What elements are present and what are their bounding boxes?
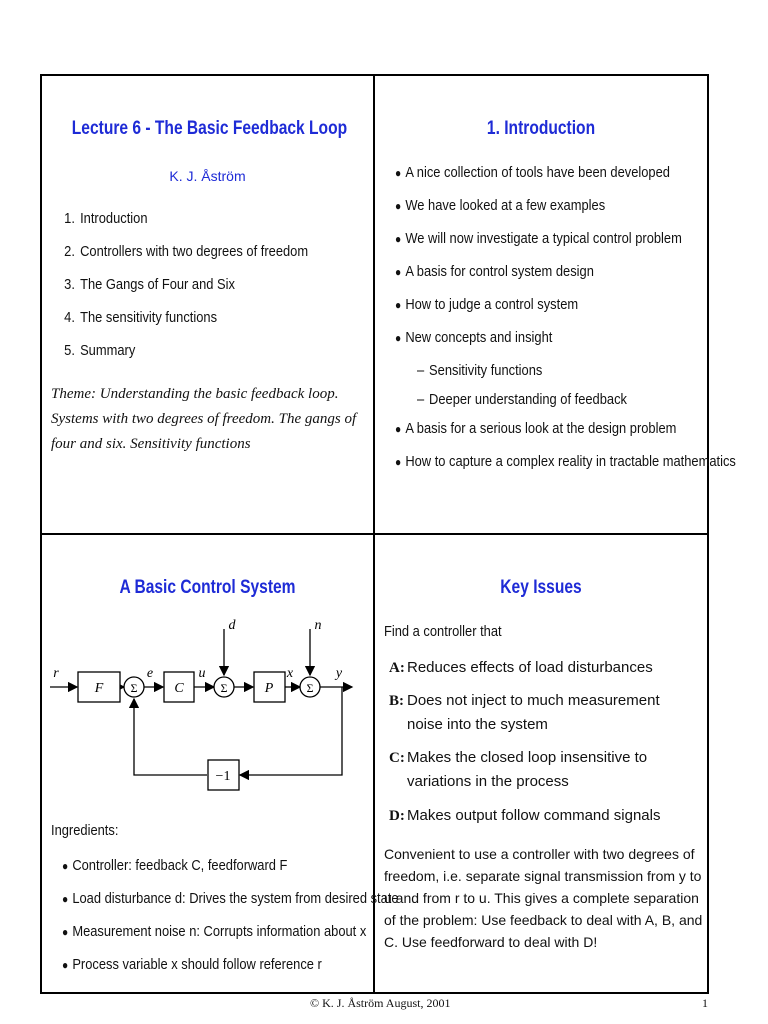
block-diagram <box>42 615 373 795</box>
list-item: ● Controller: feedback C, feedforward F <box>62 857 288 874</box>
issue-item-d: D: Makes output follow command signals <box>389 807 661 824</box>
signal-n: n <box>314 618 322 633</box>
block-c-label: C <box>174 681 184 696</box>
list-item: ● Load disturbance d: Drives the system from desired state <box>62 890 399 907</box>
list-item: ● A basis for control system design <box>395 263 594 280</box>
list-item: ● Measurement noise n: Corrupts information about x <box>62 923 367 940</box>
intro-text: Find a controller that <box>384 623 502 640</box>
list-item: 1. Introduction <box>64 210 148 227</box>
signal-d: d <box>228 618 236 633</box>
signal-x: x <box>286 666 294 681</box>
outline-list <box>56 210 349 375</box>
block-p-label: P <box>264 681 274 696</box>
theme-text: Theme: Understanding the basic feedback loop. Systems with two degrees of freedom. The gangs of four and six. Sensitivity functions <box>51 386 357 452</box>
block-neg-label: −1 <box>215 769 231 784</box>
issue-item-c: C: Makes the closed loop insensitive to variations in the process <box>389 749 648 790</box>
slide-key-issues <box>375 535 707 992</box>
block-f-label: F <box>94 681 104 696</box>
list-item: ● We have looked at a few examples <box>395 197 606 214</box>
issue-item-b: B: Does not inject to much measurement noise into the system <box>389 692 660 733</box>
author: K. J. Åström <box>169 168 246 184</box>
sub-list-item: – Sensitivity functions <box>417 362 543 379</box>
sum-3-label: Σ <box>306 681 314 695</box>
list-item: 5. Summary <box>64 342 136 359</box>
page-number: 1 <box>702 996 708 1010</box>
list-item: ● Process variable x should follow reference r <box>62 956 322 973</box>
signal-r: r <box>53 666 59 681</box>
copyright: © K. J. Åström August, 2001 <box>310 996 451 1010</box>
slide-title: Key Issues <box>500 577 582 598</box>
signal-e: e <box>146 666 154 681</box>
list-item: 3. The Gangs of Four and Six <box>64 276 235 293</box>
sub-list-item: – Deeper understanding of feedback <box>417 391 627 408</box>
slide-title: 1. Introduction <box>486 118 596 139</box>
list-item: ● We will now investigate a typical control problem <box>395 230 682 247</box>
slide-introduction <box>375 76 736 533</box>
list-item: ● A basis for a serious look at the design problem <box>395 420 677 437</box>
list-item: 2. Controllers with two degrees of freedom <box>64 243 309 260</box>
bullet-list <box>395 164 768 486</box>
list-item: ● A nice collection of tools have been developed <box>395 164 670 181</box>
summary-paragraph: Convenient to use a controller with two degrees of freedom, i.e. separate signal transmission from y to u and from r to u. This gives a complete separation of the problem: Use feedback to deal with A, B, and C. Use feedforward to deal with D! <box>384 846 703 950</box>
signal-y: y <box>335 666 343 681</box>
sum-1-label: Σ <box>130 681 138 695</box>
slide-title: Lecture 6 - The Basic Feedback Loop <box>71 118 348 139</box>
list-item: ● How to capture a complex reality in tractable mathematics <box>395 453 736 470</box>
list-item: ● How to judge a control system <box>395 296 579 313</box>
issue-item-a: A: Reduces effects of load disturbances <box>389 659 653 676</box>
slide-title: A Basic Control System <box>119 577 296 598</box>
list-item: 4. The sensitivity functions <box>64 309 218 326</box>
ingredients-label: Ingredients: <box>51 822 119 839</box>
list-item: ● New concepts and insight <box>395 329 553 346</box>
slide-basic-control-system <box>42 535 399 992</box>
sum-2-label: Σ <box>220 681 228 695</box>
signal-u: u <box>198 666 206 681</box>
slide-lecture-title <box>42 76 373 533</box>
